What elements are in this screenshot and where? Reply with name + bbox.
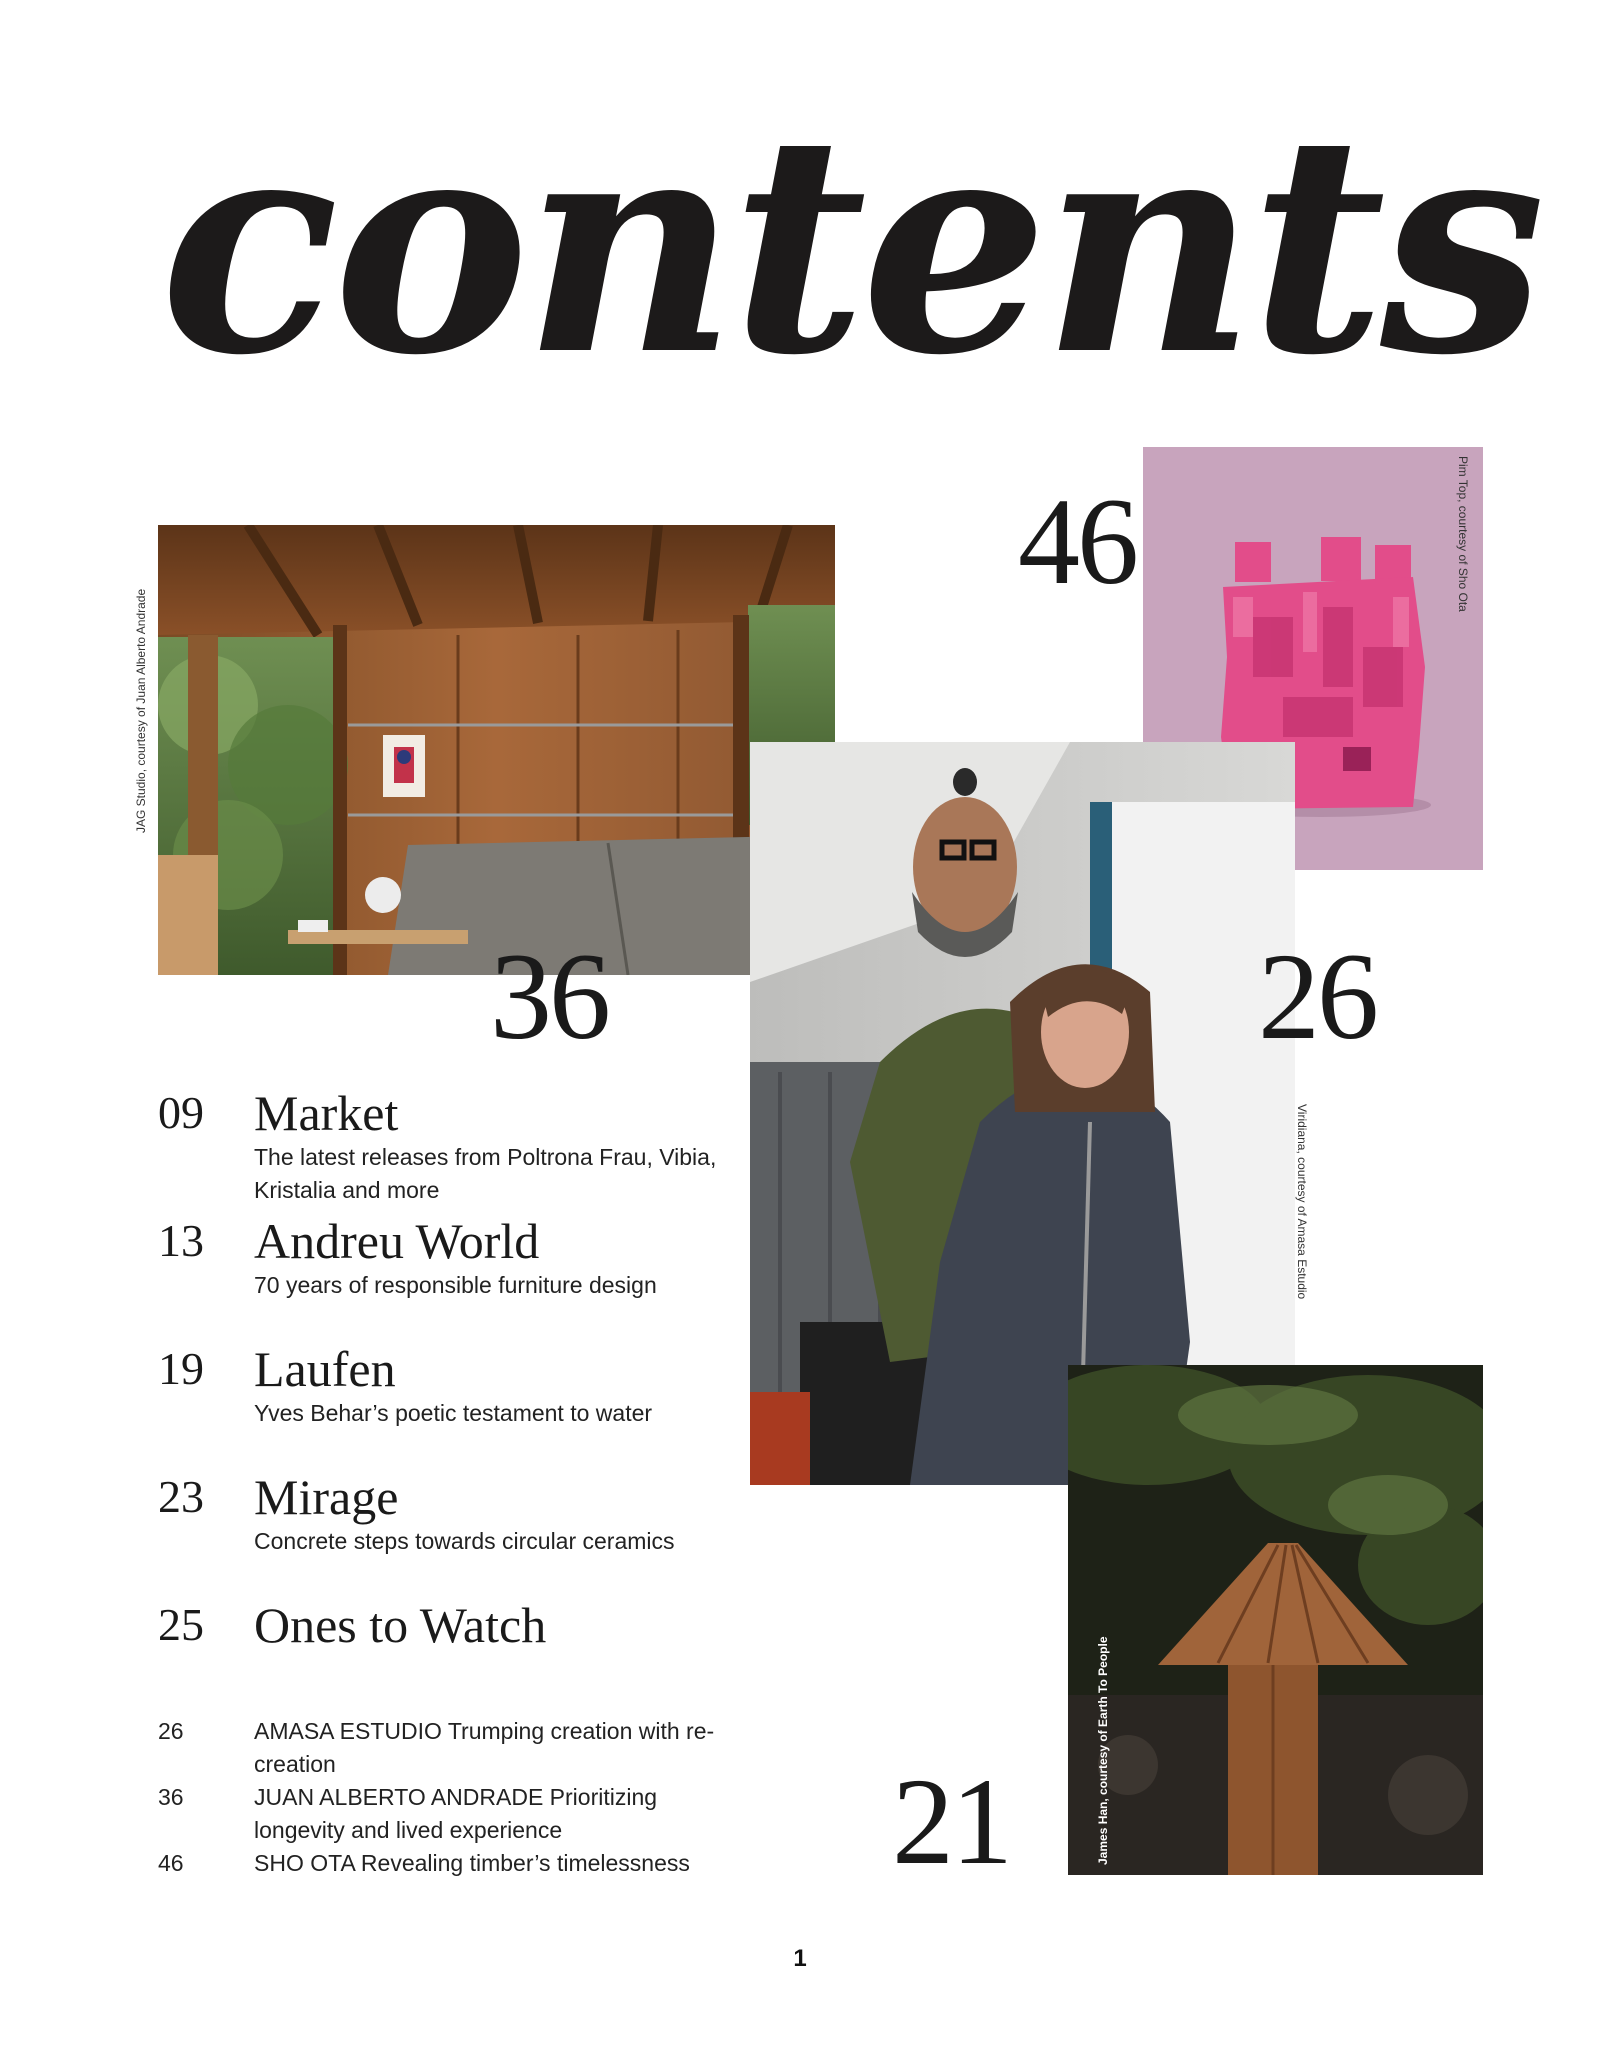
couple-photo-credit: Viridiana, courtesy of Amasa Estudio (1295, 1104, 1309, 1300)
sub-entry-text: JUAN ALBERTO ANDRADE Prioritizing longevity and lived experience (254, 1784, 658, 1843)
sub-entry-juan-alberto-andrade[interactable] (158, 1781, 778, 1847)
ones-to-watch-list (158, 1715, 778, 1880)
toc-entry-description: The latest releases from Poltrona Frau, Vibia, Kristalia and more (254, 1144, 717, 1203)
toc-entry-number: 19 (158, 1343, 204, 1394)
table-of-contents (158, 1085, 778, 1725)
toc-entry-title: Andreu World (254, 1213, 540, 1269)
feature-page-number-21: 21 (892, 1753, 1010, 1890)
toc-entry-mirage[interactable] (158, 1469, 778, 1597)
toc-entry-number: 13 (158, 1215, 204, 1266)
toc-entry-laufen[interactable] (158, 1341, 778, 1469)
sub-entry-text: AMASA ESTUDIO Trumping creation with re-creation (254, 1718, 715, 1777)
lamp-photo-credit: James Han, courtesy of Earth To People (1096, 1636, 1110, 1865)
page-title: contents (160, 68, 1540, 421)
toc-entry-number: 09 (158, 1087, 204, 1138)
sub-entry-number: 46 (158, 1850, 184, 1876)
toc-entry-description: Concrete steps towards circular ceramics (254, 1528, 675, 1554)
toc-entry-title: Laufen (254, 1341, 396, 1397)
pink-photo-credit: Pim Top, courtesy of Sho Ota (1456, 456, 1470, 612)
toc-entry-title: Ones to Watch (254, 1597, 547, 1653)
feature-page-number-36: 36 (490, 928, 608, 1065)
toc-entry-ones-to-watch[interactable] (158, 1597, 778, 1725)
toc-entry-description: Yves Behar’s poetic testament to water (254, 1400, 653, 1426)
feature-page-number-26: 26 (1258, 928, 1376, 1065)
page-folio-number: 1 (793, 1945, 807, 1972)
sub-entry-amasa-estudio[interactable] (158, 1715, 778, 1781)
toc-entry-andreu-world[interactable] (158, 1213, 778, 1341)
toc-entry-market[interactable] (158, 1085, 778, 1213)
toc-entry-description: 70 years of responsible furniture design (254, 1272, 657, 1298)
sub-entry-text: SHO OTA Revealing timber’s timelessness (254, 1850, 690, 1876)
wooden-lamp-photo (1068, 1365, 1483, 1875)
sub-entry-sho-ota[interactable] (158, 1847, 778, 1880)
toc-entry-number: 23 (158, 1471, 204, 1522)
cabin-photo-credit: JAG Studio, courtesy of Juan Alberto Andrade (134, 588, 148, 833)
toc-entry-title: Market (254, 1085, 399, 1141)
cabin-interior-photo (158, 525, 835, 975)
toc-entry-title: Mirage (254, 1469, 399, 1525)
sub-entry-number: 26 (158, 1718, 184, 1744)
feature-page-number-46: 46 (1018, 473, 1136, 610)
sub-entry-number: 36 (158, 1784, 184, 1810)
toc-entry-number: 25 (158, 1599, 204, 1650)
